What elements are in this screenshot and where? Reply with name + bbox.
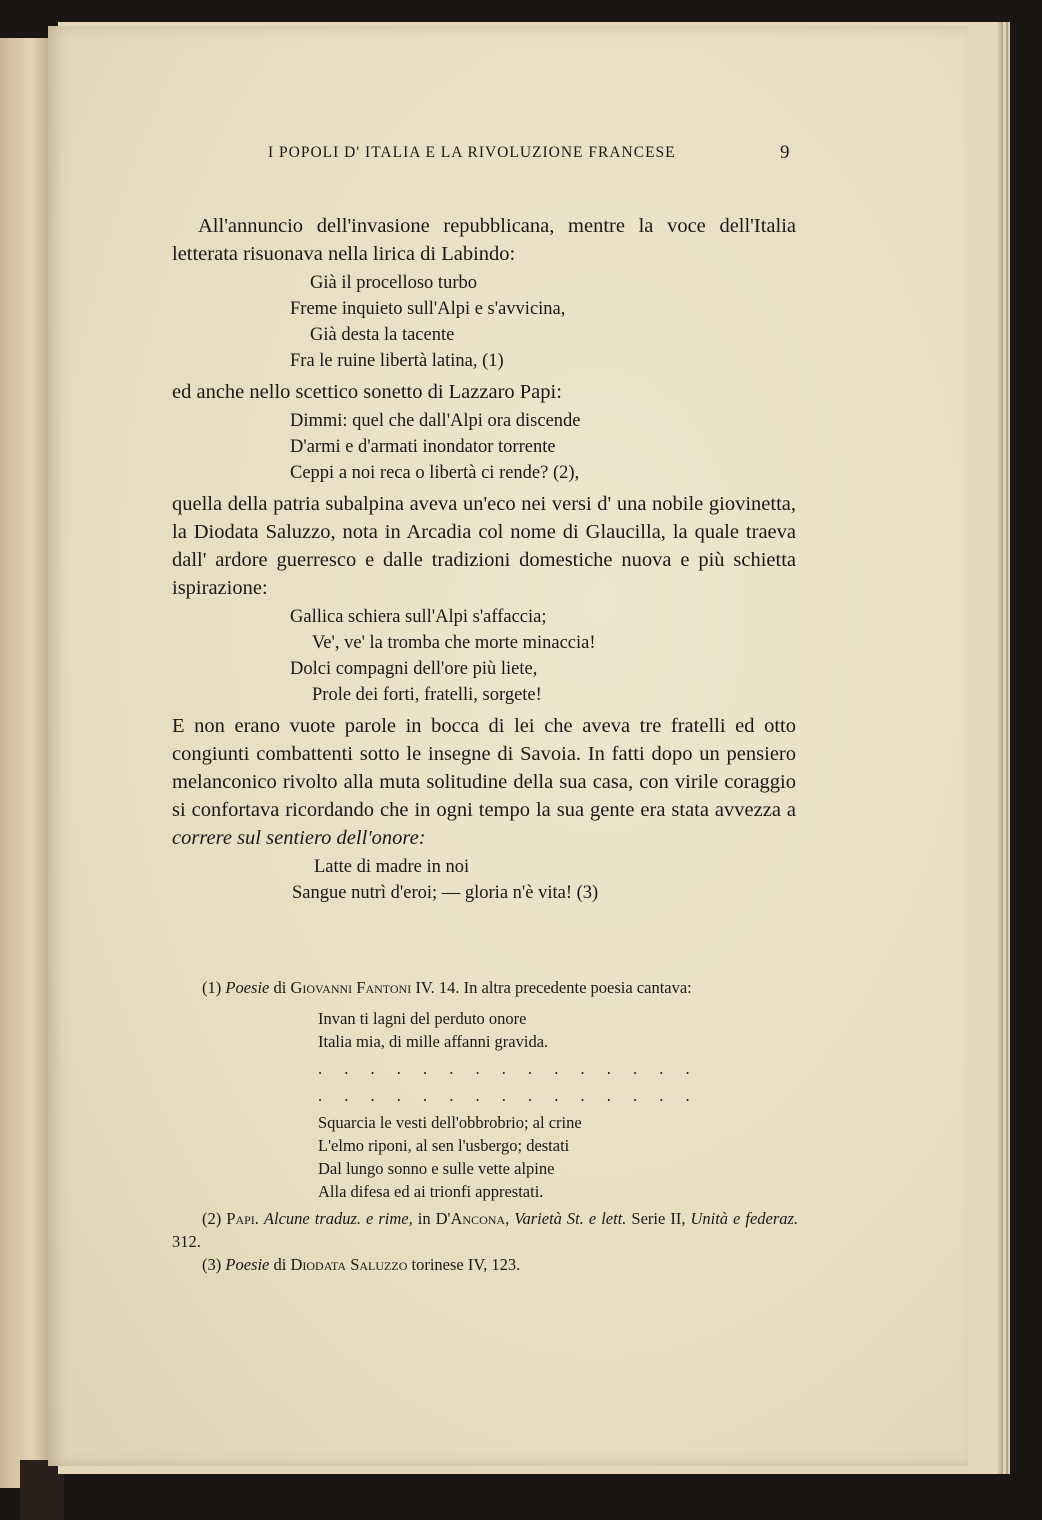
book-page [48, 26, 968, 1466]
footnote-editor: D'Ancona, [435, 1209, 510, 1228]
footnote-work: Poesie [225, 1255, 270, 1274]
verse-line: Gallica schiera sull'Alpi s'affaccia; [290, 607, 547, 627]
ellipsis-row: . . . . . . . . . . . . . . . [318, 1059, 699, 1078]
ellipsis-row: . . . . . . . . . . . . . . . [318, 1086, 699, 1105]
verse-line: D'armi e d'armati inondator torrente [290, 437, 556, 457]
paragraph-4-italic: correre sul sentiero dell'onore: [172, 827, 426, 849]
verse-line: Invan ti lagni del perduto onore [318, 1009, 527, 1028]
paragraph-2: ed anche nello scettico sonetto di Lazzaro Papi: [172, 381, 562, 403]
verse-line: Già il procelloso turbo [310, 273, 477, 293]
footnote-author: Diodata Saluzzo [290, 1255, 408, 1274]
verse-line: Dolci compagni dell'ore più liete, [290, 659, 538, 679]
footnote-work: Alcune traduz. e rime, [263, 1209, 413, 1228]
paragraph-4-text: E non erano vuote parole in bocca di lei che aveva tre fratelli ed otto congiunti combattenti sotto le insegne di Savoia. In fatti dopo un pensiero melanconico rivolto alla muta solitudine della sua casa, con virile coraggio si confortava ricordando che in ogni tempo la sua gente era stata avvezza a [172, 715, 796, 821]
footnote-2 [172, 1207, 798, 1253]
verse-line: Dimmi: quel che dall'Alpi ora discende [290, 411, 581, 431]
verse-papi [290, 408, 796, 486]
verse-line: Ve', ve' la tromba che morte minaccia! [312, 633, 596, 653]
verse-line: L'elmo riponi, al sen l'usbergo; destati [318, 1136, 570, 1155]
footnote-number: (1) [202, 978, 222, 997]
footnote-author: Giovanni Fantoni [290, 978, 412, 997]
page-header [48, 144, 968, 174]
page-number: 9 [780, 142, 790, 163]
verse-line: Fra le ruine libertà latina, (1) [290, 351, 504, 371]
running-head: I POPOLI D' ITALIA E LA RIVOLUZIONE FRANCESE [268, 144, 676, 161]
footnote-text: in [417, 1209, 431, 1228]
paragraph-4 [172, 712, 796, 852]
verse-line: Latte di madre in noi [314, 857, 470, 877]
verse-saluzzo [290, 604, 796, 708]
footnote-text: di [273, 1255, 287, 1274]
footnote-text: IV. 14. In altra precedente poesia cantava: [415, 978, 692, 997]
main-text [172, 212, 796, 910]
verse-line: Sangue nutrì d'eroi; — gloria n'è vita! (3) [292, 883, 599, 903]
footnote-1-verse [318, 1007, 798, 1203]
footnote-number: (3) [202, 1255, 222, 1274]
footnote-work: Poesie [225, 978, 270, 997]
footnote-3 [172, 1253, 798, 1276]
footnotes [172, 976, 798, 1276]
footnote-text: di [273, 978, 287, 997]
footnote-text: Serie II, [631, 1209, 686, 1228]
verse-line: Alla difesa ed ai trionfi apprestati. [318, 1182, 544, 1201]
verse-line: Prole dei forti, fratelli, sorgete! [312, 685, 542, 705]
paragraph-1: All'annuncio dell'invasione repubblicana, mentre la voce dell'Italia letterata risuonava nella lirica di Labindo: [172, 215, 796, 265]
verse-saluzzo-2 [292, 854, 796, 906]
verse-line: Freme inquieto sull'Alpi e s'avvicina, [290, 299, 566, 319]
footnote-subtitle: Unità e federaz. [690, 1209, 799, 1228]
footnote-1 [172, 976, 798, 999]
verse-line: Già desta la tacente [310, 325, 455, 345]
verse-line: Squarcia le vesti dell'obbrobrio; al crine [318, 1113, 582, 1132]
verse-labindo [290, 270, 796, 374]
footnote-number: (2) [202, 1209, 222, 1228]
footnote-author: Papi. [226, 1209, 259, 1228]
footnote-text: torinese IV, 123. [411, 1255, 521, 1274]
verse-line: Italia mia, di mille affanni gravida. [318, 1032, 549, 1051]
verse-line: Dal lungo sonno e sulle vette alpine [318, 1159, 555, 1178]
paragraph-3: quella della patria subalpina aveva un'eco nei versi d' una nobile giovinetta, la Diodata Saluzzo, nota in Arcadia col nome di Glaucilla, la quale traeva dall' ardore guerresco e dalle tradizioni domestiche nuova e più schietta ispirazione: [172, 493, 796, 599]
footnote-collection: Varietà St. e lett. [514, 1209, 627, 1228]
footnote-text: 312. [172, 1232, 201, 1251]
verse-line: Ceppi a noi reca o libertà ci rende? (2), [290, 463, 580, 483]
